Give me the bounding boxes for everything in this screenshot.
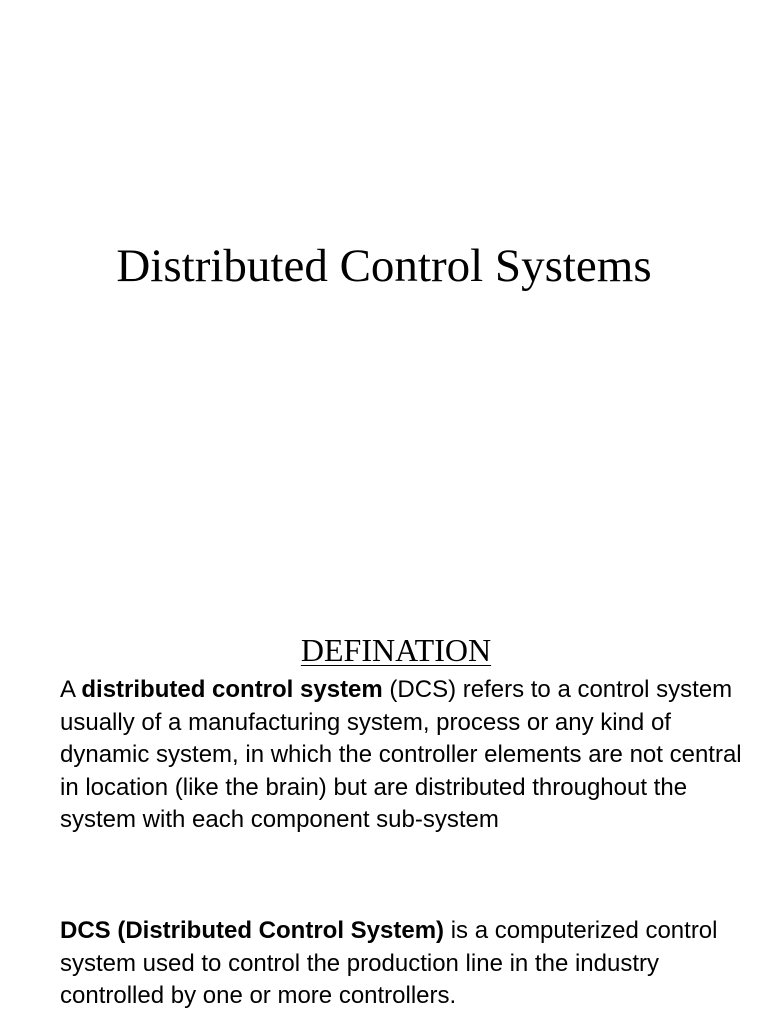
paragraph1-bold-term: distributed control system [81, 676, 383, 703]
definition-heading: DEFINATION [300, 632, 492, 668]
paragraph1-text: (DCS) refers to a control system usually of a manufacturing system, process or any kind of dynamic system, in which the controller elements are not central in location (like the brain) but are distributed throughout the system with each component sub-system [60, 676, 742, 833]
dcs-description-paragraph [60, 915, 750, 1013]
slide-title: Distributed Control Systems [116, 240, 652, 292]
definition-paragraph [60, 674, 750, 837]
paragraph2-text: is a computerized control system used to control the production line in the industry controlled by one or more controllers. [60, 917, 718, 1009]
paragraph1-prefix: A [60, 676, 82, 703]
paragraph2-bold-term: DCS (Distributed Control System) [60, 917, 445, 944]
